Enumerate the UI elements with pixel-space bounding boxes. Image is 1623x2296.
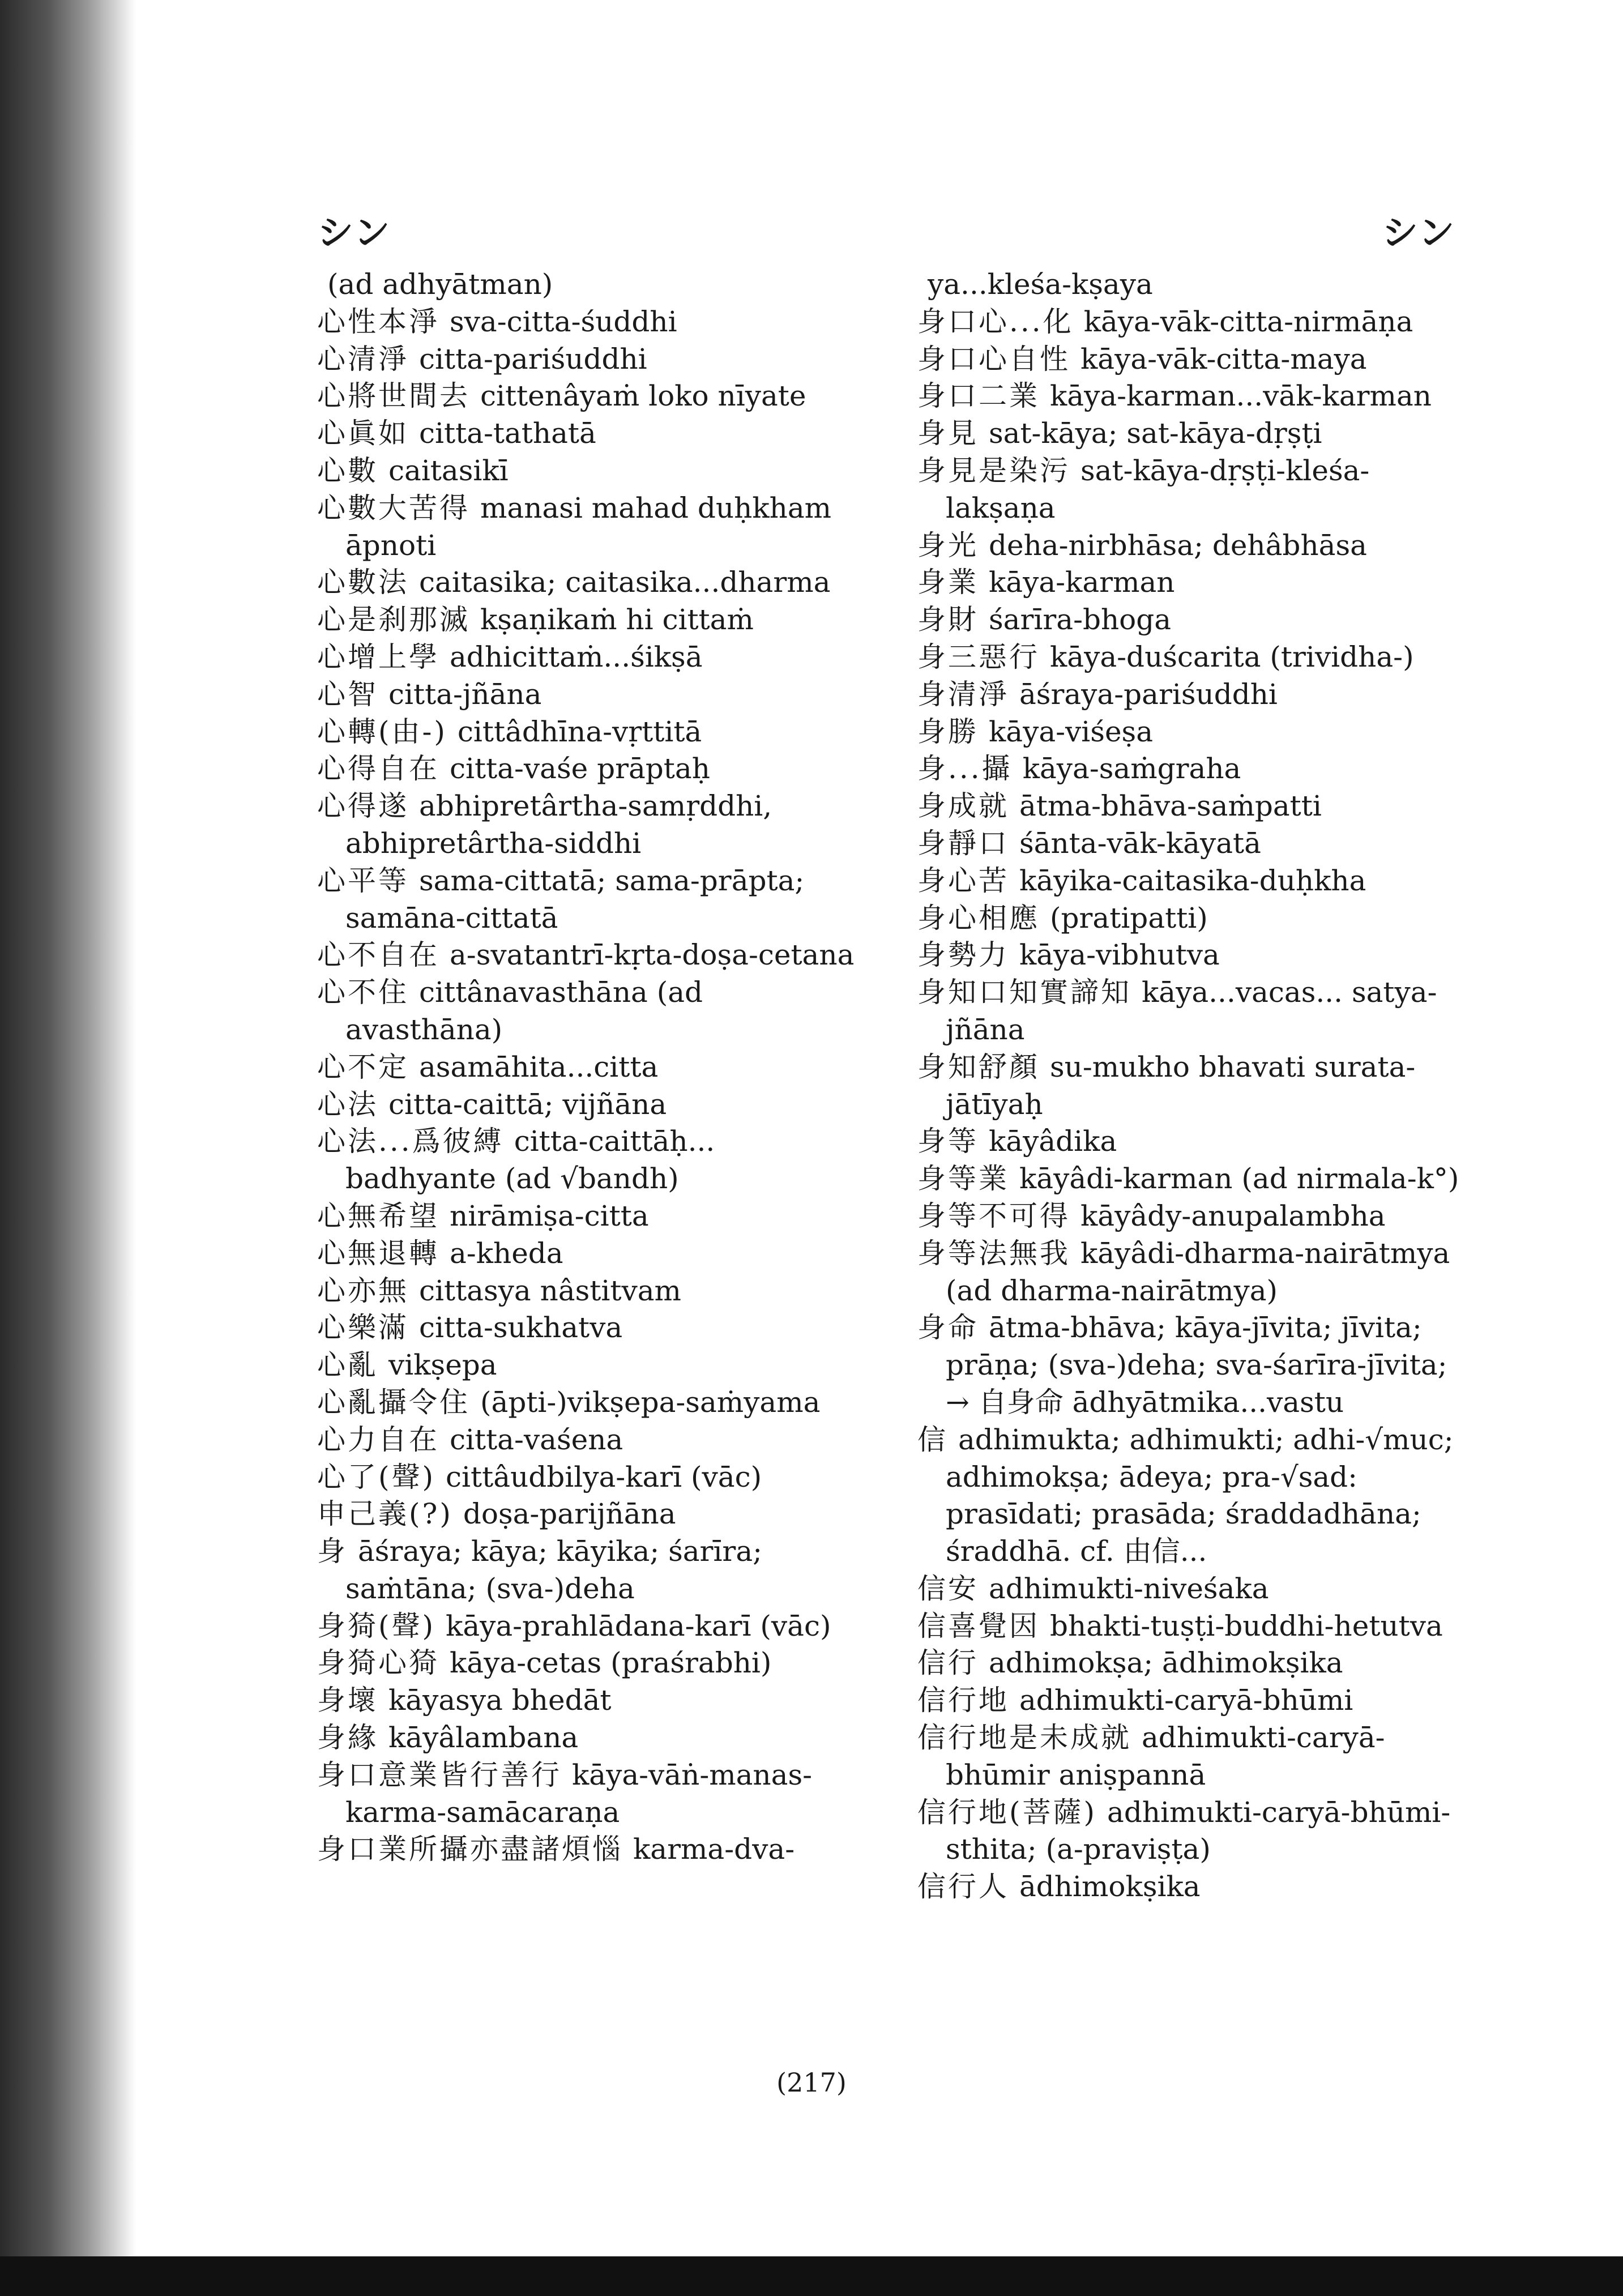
- dictionary-entry: [917, 788, 1461, 825]
- dictionary-entry: [317, 1645, 861, 1682]
- entry-kanji: 身勢力: [917, 938, 1009, 972]
- dictionary-entry: [317, 266, 861, 304]
- entry-sanskrit: manasi mahad duḥkham āpnoti: [345, 491, 832, 562]
- entry-sanskrit: bhakti-tuṣṭi-buddhi-hetutva: [1050, 1609, 1443, 1642]
- entry-kanji: 身靜口: [917, 826, 1009, 860]
- right-column: [917, 266, 1461, 1906]
- entry-kanji: 信行地是未成就: [917, 1721, 1131, 1755]
- entry-sanskrit: adhimukti-caryā-bhūmi-sthita; (a-praviṣṭa): [946, 1795, 1451, 1866]
- entry-kanji: 信喜覺因: [917, 1609, 1040, 1642]
- entry-kanji: 心不自在: [317, 938, 439, 972]
- dictionary-entry: [317, 750, 861, 788]
- dictionary-entry: [917, 453, 1461, 527]
- dictionary-entry: [917, 1198, 1461, 1235]
- entry-sanskrit: abhipretârtha-samṛddhi, abhipretârtha-siddhi: [345, 789, 772, 860]
- entry-sanskrit: kāya...vacas... satya-jñāna: [946, 976, 1437, 1046]
- dictionary-entry: [317, 1496, 861, 1533]
- entry-sanskrit: kāyâdi-karman (ad nirmala-k°): [1019, 1162, 1459, 1196]
- entry-sanskrit: kāya-viśeṣa: [989, 715, 1154, 748]
- entry-sanskrit: citta-vaśe prāptaḥ: [450, 752, 710, 786]
- entry-sanskrit: adhimukta; adhimukti; adhi-√muc; adhimokṣa; ādeya; pra-√sad: prasīdati; prasāda; śraddadhāna; śraddhā. cf. 由信...: [946, 1423, 1454, 1568]
- dictionary-entry: [317, 601, 861, 639]
- entry-kanji: 心數大苦得: [317, 491, 470, 524]
- entry-kanji: 心得遂: [317, 789, 409, 823]
- dictionary-entry: [317, 304, 861, 341]
- dictionary-entry: [317, 1459, 861, 1496]
- entry-kanji: 心數: [317, 454, 378, 487]
- entry-sanskrit: kāya-vibhutva: [1019, 938, 1220, 972]
- entry-kanji: 身口心自性: [917, 342, 1070, 375]
- entry-kanji: 心亦無: [317, 1274, 409, 1307]
- entry-kanji: 心數法: [317, 566, 409, 599]
- entry-sanskrit: su-mukho bhavati surata-jātīyaḥ: [946, 1050, 1416, 1121]
- dictionary-entry: [317, 1273, 861, 1310]
- entry-sanskrit: ātma-bhāva; kāya-jīvita; jīvita; prāṇa; (sva-)deha; sva-śarīra-jīvita; → 自身命 ādhyātmika...vastu: [946, 1311, 1447, 1419]
- entry-sanskrit: kāya-duścarita (trividha-): [1050, 640, 1414, 673]
- dictionary-entry: [917, 676, 1461, 714]
- entry-kanji: 身猗(聲): [317, 1609, 436, 1642]
- entry-sanskrit: (ad adhyātman): [327, 268, 553, 301]
- dictionary-entry: [917, 750, 1461, 788]
- dictionary-entry: [917, 1682, 1461, 1719]
- dictionary-entry: [917, 564, 1461, 601]
- entry-kanji: 心亂攝令住: [317, 1385, 470, 1419]
- entry-sanskrit: kāya-prahlādana-karī (vāc): [446, 1609, 831, 1642]
- entry-kanji: 心增上學: [317, 640, 439, 673]
- entry-sanskrit: nirāmiṣa-citta: [450, 1199, 649, 1232]
- entry-sanskrit: kāya-vāk-citta-maya: [1080, 342, 1367, 375]
- dictionary-entry: [917, 1794, 1461, 1869]
- entry-kanji: 心不住: [317, 976, 409, 1009]
- dictionary-entry: [917, 304, 1461, 341]
- dictionary-entry: [917, 974, 1461, 1049]
- entry-sanskrit: kṣaṇikaṁ hi cittaṁ: [480, 603, 754, 637]
- dictionary-entry: [917, 937, 1461, 974]
- dictionary-entry: [917, 601, 1461, 639]
- entry-kanji: 心力自在: [317, 1423, 439, 1456]
- dictionary-entry: [317, 937, 861, 974]
- entry-sanskrit: cittânavasthāna (ad avasthāna): [345, 976, 703, 1046]
- entry-sanskrit: cittâdhīna-vṛttitā: [457, 715, 702, 748]
- entry-kanji: 心平等: [317, 864, 409, 897]
- entry-kanji: 身心相應: [917, 901, 1040, 934]
- entry-sanskrit: śarīra-bhoga: [989, 603, 1172, 637]
- entry-sanskrit: kāya-saṁgraha: [1022, 752, 1241, 786]
- entry-kanji: 身等: [917, 1125, 979, 1158]
- dictionary-entry: [917, 1645, 1461, 1682]
- entry-sanskrit: citta-jñāna: [388, 677, 542, 711]
- dictionary-entry: [917, 639, 1461, 676]
- entry-kanji: 身勝: [917, 715, 979, 748]
- dictionary-entry: [917, 341, 1461, 378]
- dictionary-entry: [917, 714, 1461, 751]
- entry-sanskrit: kāyâdika: [989, 1125, 1117, 1158]
- dictionary-entry: [317, 1422, 861, 1459]
- entry-kanji: 身等不可得: [917, 1199, 1070, 1232]
- left-column: [317, 266, 861, 1868]
- entry-kanji: 心眞如: [317, 417, 409, 450]
- entry-kanji: 信: [917, 1423, 948, 1456]
- entry-kanji: 心得自在: [317, 752, 439, 786]
- entry-sanskrit: ātma-bhāva-saṁpatti: [1019, 789, 1322, 823]
- entry-kanji: 心法: [317, 1087, 378, 1121]
- entry-kanji: 身等業: [917, 1162, 1009, 1196]
- dictionary-entry: [317, 1198, 861, 1235]
- dictionary-entry: [317, 1086, 861, 1124]
- entry-kanji: 心無退轉: [317, 1236, 439, 1270]
- entry-sanskrit: citta-vaśena: [450, 1423, 623, 1456]
- dictionary-entry: [317, 714, 861, 751]
- entry-sanskrit: citta-caittāḥ... badhyante (ad √bandh): [345, 1125, 715, 1196]
- dictionary-entry: [317, 1123, 861, 1198]
- entry-sanskrit: deha-nirbhāsa; dehâbhāsa: [989, 528, 1367, 562]
- dictionary-entry: [917, 1719, 1461, 1794]
- dictionary-entry: [317, 639, 861, 676]
- dictionary-entry: [917, 825, 1461, 863]
- entry-kanji: 身見: [917, 417, 979, 450]
- dictionary-entry: [317, 1757, 861, 1832]
- entry-kanji: 身口心...化: [917, 305, 1074, 338]
- entry-sanskrit: āśraya; kāya; kāyika; śarīra; saṁtāna; (sva-)deha: [345, 1535, 762, 1605]
- entry-kanji: 身知舒顏: [917, 1050, 1040, 1083]
- entry-sanskrit: caitasika; caitasika...dharma: [419, 566, 831, 599]
- entry-sanskrit: karma-dva-: [633, 1833, 795, 1866]
- entry-sanskrit: kāya-karman: [989, 566, 1175, 599]
- dictionary-entry: [317, 1235, 861, 1273]
- dictionary-entry: [317, 1719, 861, 1757]
- entry-kanji: 申己義(?): [317, 1497, 453, 1531]
- entry-kanji: 信行地: [917, 1684, 1009, 1717]
- dictionary-entry: [317, 1384, 861, 1422]
- entry-kanji: 身心苦: [917, 864, 1009, 897]
- dictionary-entry: [317, 1608, 861, 1645]
- entry-sanskrit: citta-tathatā: [419, 417, 596, 450]
- entry-sanskrit: kāyika-caitasika-duḥkha: [1019, 864, 1366, 897]
- entry-kanji: 心了(聲): [317, 1460, 436, 1493]
- entry-kanji: 心清淨: [317, 342, 409, 375]
- dictionary-entry: [917, 1309, 1461, 1421]
- scan-bottom-edge: [0, 2256, 1623, 2296]
- entry-kanji: 身口意業皆行善行: [317, 1758, 562, 1791]
- entry-sanskrit: kāya-cetas (praśrabhi): [450, 1646, 772, 1680]
- entry-sanskrit: cittenâyaṁ loko nīyate: [480, 379, 806, 413]
- dictionary-entry: [917, 1123, 1461, 1160]
- entry-sanskrit: adhimokṣa; ādhimokṣika: [989, 1646, 1343, 1680]
- running-head-right: シン: [1382, 212, 1456, 254]
- dictionary-entry: [917, 1571, 1461, 1608]
- entry-sanskrit: caitasikī: [388, 454, 509, 487]
- entry-kanji: 身等法無我: [917, 1236, 1070, 1270]
- entry-kanji: 心不定: [317, 1050, 409, 1083]
- book-spine-shadow: [0, 0, 136, 2296]
- entry-kanji: 信安: [917, 1572, 979, 1605]
- dictionary-entry: [317, 1309, 861, 1347]
- entry-sanskrit: sva-citta-śuddhi: [450, 305, 677, 338]
- entry-sanskrit: kāyâdi-dharma-nairātmya (ad dharma-nairātmya): [946, 1236, 1450, 1307]
- dictionary-entry: [317, 974, 861, 1049]
- entry-sanskrit: cittâudbilya-karī (vāc): [446, 1460, 762, 1493]
- entry-sanskrit: sat-kāya; sat-kāya-dṛṣṭi: [989, 417, 1322, 450]
- dictionary-entry: [917, 415, 1461, 453]
- entry-sanskrit: adhimukti-caryā-bhūmi: [1019, 1684, 1353, 1717]
- page-number: (217): [776, 2067, 847, 2098]
- entry-kanji: 心樂滿: [317, 1311, 409, 1345]
- dictionary-entry: [917, 266, 1461, 304]
- running-head-left: シン: [317, 212, 391, 254]
- dictionary-entry: [917, 1608, 1461, 1645]
- dictionary-entry: [317, 564, 861, 601]
- entry-kanji: 身口業所攝亦盡諸煩惱: [317, 1833, 623, 1866]
- entry-kanji: 信行人: [917, 1870, 1009, 1904]
- dictionary-entry: [317, 1682, 861, 1719]
- entry-sanskrit: vikṣepa: [388, 1348, 497, 1382]
- entry-sanskrit: ya...kleśa-kṣaya: [928, 268, 1153, 301]
- dictionary-entry: [317, 863, 861, 937]
- entry-sanskrit: a-svatantrī-kṛta-doṣa-cetana: [450, 938, 855, 972]
- dictionary-entry: [917, 900, 1461, 937]
- entry-kanji: 身: [317, 1535, 348, 1568]
- entry-kanji: 身三惡行: [917, 640, 1040, 673]
- entry-kanji: 身緣: [317, 1721, 378, 1755]
- entry-kanji: 心亂: [317, 1348, 378, 1382]
- dictionary-entry: [317, 378, 861, 415]
- dictionary-entry: [317, 1049, 861, 1086]
- entry-sanskrit: kāya-karman...vāk-karman: [1050, 379, 1432, 413]
- entry-kanji: 身知口知實諦知: [917, 976, 1131, 1009]
- entry-kanji: 心法...爲彼縛: [317, 1125, 504, 1158]
- entry-kanji: 心無希望: [317, 1199, 439, 1232]
- dictionary-entry: [317, 341, 861, 378]
- entry-sanskrit: kāya-vāṅ-manas-karma-samācaraṇa: [345, 1758, 812, 1829]
- dictionary-entry: [317, 676, 861, 714]
- dictionary-entry: [917, 1049, 1461, 1124]
- entry-sanskrit: asamāhita...citta: [419, 1050, 659, 1083]
- dictionary-entry: [917, 863, 1461, 900]
- entry-kanji: 身見是染污: [917, 454, 1070, 487]
- entry-kanji: 身口二業: [917, 379, 1040, 413]
- dictionary-entry: [317, 490, 861, 565]
- dictionary-entry: [917, 378, 1461, 415]
- dictionary-entry: [317, 415, 861, 453]
- dictionary-entry: [917, 527, 1461, 565]
- entry-sanskrit: doṣa-parijñāna: [463, 1497, 676, 1531]
- entry-sanskrit: kāyasya bhedāt: [388, 1684, 612, 1717]
- entry-kanji: 心智: [317, 677, 378, 711]
- dictionary-entry: [917, 1422, 1461, 1571]
- dictionary-entry: [917, 1235, 1461, 1310]
- dictionary-entry: [917, 1868, 1461, 1906]
- entry-kanji: 心將世間去: [317, 379, 470, 413]
- entry-sanskrit: kāyâlambana: [388, 1721, 579, 1755]
- entry-kanji: 身猗心猗: [317, 1646, 439, 1680]
- entry-sanskrit: āśraya-pariśuddhi: [1019, 677, 1278, 711]
- dictionary-entry: [917, 1160, 1461, 1198]
- dictionary-entry: [317, 1533, 861, 1608]
- dictionary-entry: [317, 788, 861, 863]
- entry-sanskrit: ādhimokṣika: [1019, 1870, 1201, 1904]
- entry-kanji: 身光: [917, 528, 979, 562]
- entry-kanji: 身業: [917, 566, 979, 599]
- dictionary-entry: [317, 453, 861, 490]
- entry-kanji: 身財: [917, 603, 979, 637]
- entry-kanji: 心轉(由-): [317, 715, 447, 748]
- entry-sanskrit: adhimukti-niveśaka: [989, 1572, 1269, 1605]
- entry-sanskrit: cittasya nâstitvam: [419, 1274, 681, 1307]
- entry-sanskrit: citta-sukhatva: [419, 1311, 623, 1345]
- entry-sanskrit: citta-caittā; vijñāna: [388, 1087, 667, 1121]
- entry-sanskrit: (pratipatti): [1050, 901, 1208, 934]
- entry-kanji: 心性本淨: [317, 305, 439, 338]
- entry-sanskrit: citta-pariśuddhi: [419, 342, 647, 375]
- dictionary-entry: [317, 1831, 861, 1868]
- entry-kanji: 身...攝: [917, 752, 1013, 786]
- entry-sanskrit: kāya-vāk-citta-nirmāṇa: [1083, 305, 1413, 338]
- entry-kanji: 身壞: [317, 1684, 378, 1717]
- entry-kanji: 身清淨: [917, 677, 1009, 711]
- entry-sanskrit: kāyâdy-anupalambha: [1080, 1199, 1386, 1232]
- entry-sanskrit: adhimukti-caryā-bhūmir aniṣpannā: [946, 1721, 1385, 1791]
- entry-kanji: 身命: [917, 1311, 979, 1345]
- entry-kanji: 身成就: [917, 789, 1009, 823]
- entry-sanskrit: (āpti-)vikṣepa-saṁyama: [480, 1385, 821, 1419]
- dictionary-entry: [317, 1347, 861, 1384]
- entry-kanji: 心是刹那滅: [317, 603, 470, 637]
- entry-sanskrit: śānta-vāk-kāyatā: [1019, 826, 1261, 860]
- entry-kanji: 信行地(菩薩): [917, 1795, 1097, 1829]
- entry-sanskrit: sat-kāya-dṛṣṭi-kleśa-lakṣaṇa: [946, 454, 1370, 524]
- entry-sanskrit: adhicittaṁ...śikṣā: [450, 640, 703, 673]
- entry-sanskrit: sama-cittatā; sama-prāpta; samāna-cittatā: [345, 864, 805, 934]
- entry-sanskrit: a-kheda: [450, 1236, 563, 1270]
- entry-kanji: 信行: [917, 1646, 979, 1680]
